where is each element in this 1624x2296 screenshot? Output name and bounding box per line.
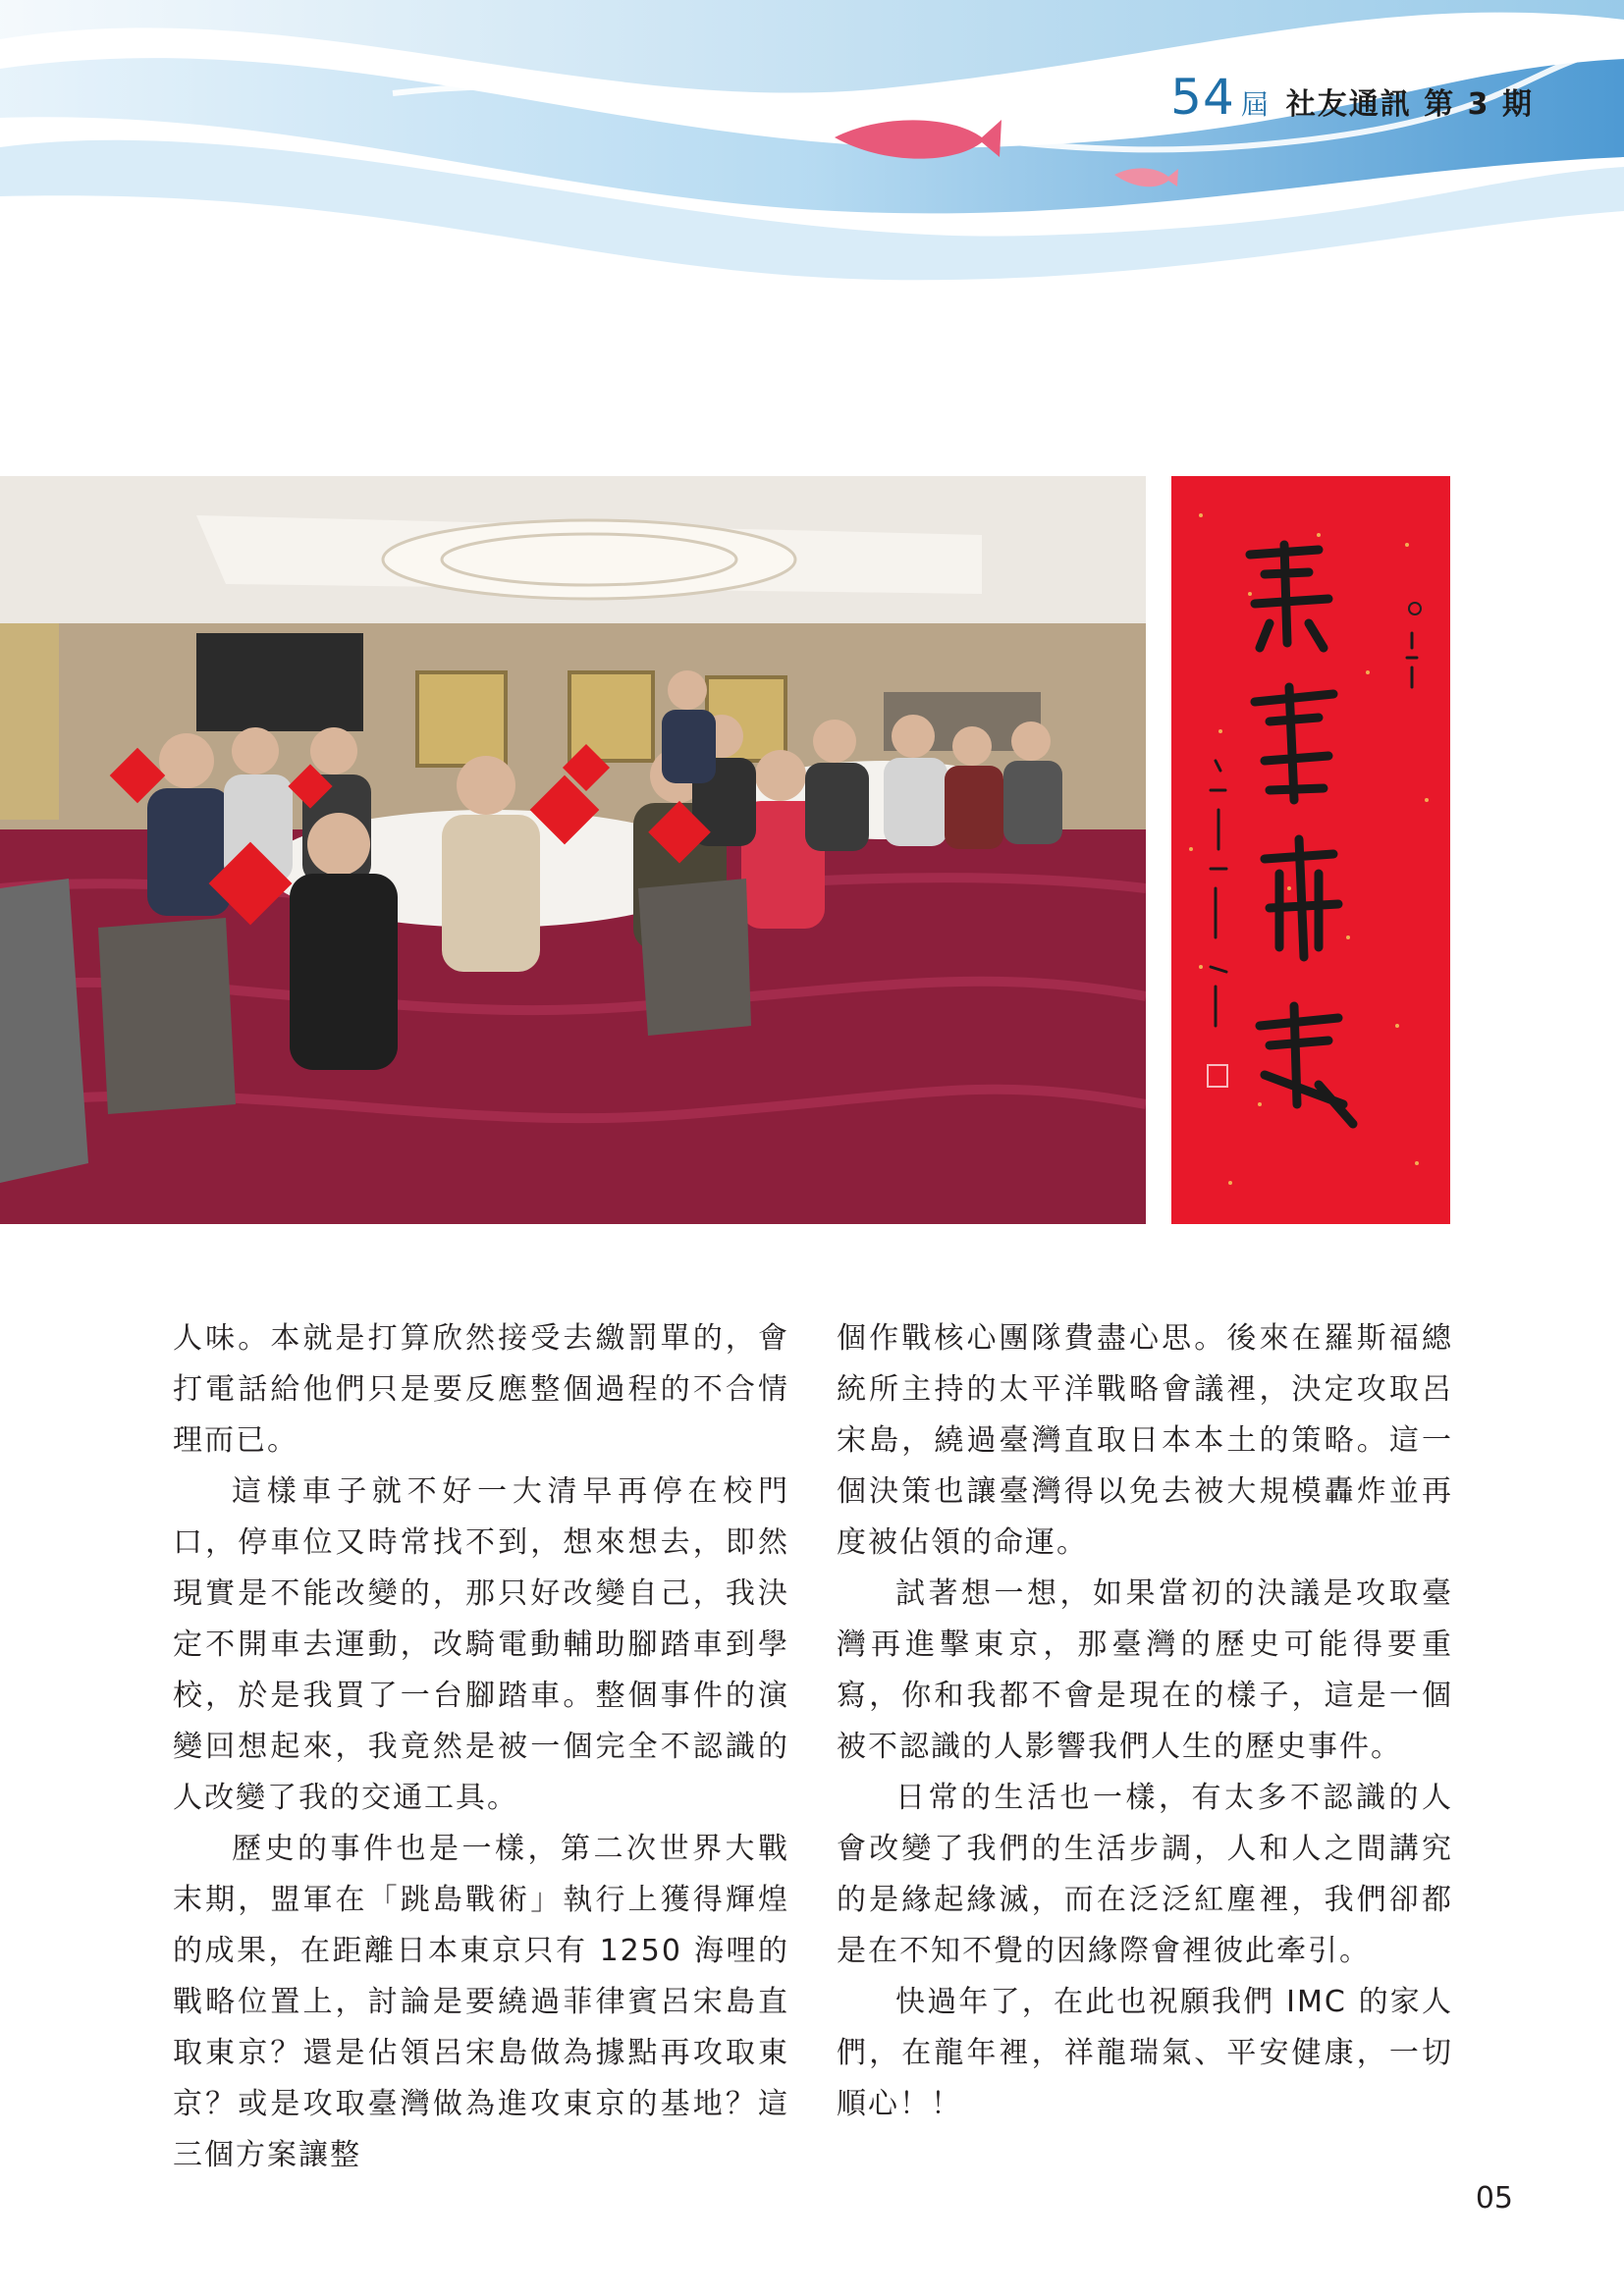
article-paragraph: 人味。本就是打算欣然接受去繳罰單的，會打電話給他們只是要反應整個過程的不合情理而已。 — [173, 1321, 789, 1458]
article-paragraph: 日常的生活也一樣，有太多不認識的人會改變了我們的生活步調，人和人之間講究的是緣起緣滅，而在泛泛紅塵裡，我們卻都是在不知不覺的因緣際會裡彼此牽引。 — [837, 1781, 1453, 1968]
article-paragraph: 這樣車子就不好一大清早再停在校門口，停車位又時常找不到，想來想去，即然現實是不能改變的，那只好改變自己，我決定不開車去運動，改騎電動輔助腳踏車到學校，於是我買了一台腳踏車。整個事件的演變回想起來，我竟然是被一個完全不認識的人改變了我的交通工具。 — [173, 1474, 789, 1815]
article-right-column — [837, 1313, 1453, 2130]
article-paragraph: 試著想一想，如果當初的決議是攻取臺灣再進擊東京，那臺灣的歷史可能得要重寫，你和我都不會是現在的樣子，這是一個被不認識的人影響我們人生的歷史事件。 — [837, 1576, 1453, 1764]
article-paragraph: 快過年了，在此也祝願我們 IMC 的家人們，在龍年裡，祥龍瑞氣、平安健康，一切順心！！ — [837, 1985, 1453, 2121]
header-wave-banner — [0, 0, 1624, 294]
article-paragraph: 歷史的事件也是一樣，第二次世界大戰末期，盟軍在「跳島戰術」執行上獲得輝煌的成果，在距離日本東京只有 1250 海哩的戰略位置上，討論是要繞過菲律賓呂宋島直取東京？還是佔領呂宋島做為據點再攻取東京？或是攻取臺灣做為進攻東京的基地？這三個方案讓整 — [173, 1832, 789, 2172]
calligraphy-scroll — [1171, 476, 1450, 1224]
article-left-column — [173, 1313, 789, 2181]
issue-session: 屆 — [1240, 88, 1269, 121]
banquet-group-photo — [0, 476, 1146, 1224]
newsletter-title: 社友通訊 第 3 期 — [1285, 87, 1534, 122]
issue-label — [1170, 69, 1534, 126]
article-paragraph: 個作戰核心團隊費盡心思。後來在羅斯福總統所主持的太平洋戰略會議裡，決定攻取呂宋島，繞過臺灣直取日本本土的策略。這一個決策也讓臺灣得以免去被大規模轟炸並再度被佔領的命運。 — [837, 1321, 1453, 1560]
page-number: 05 — [1475, 2181, 1513, 2216]
issue-number: 54 — [1170, 69, 1235, 126]
